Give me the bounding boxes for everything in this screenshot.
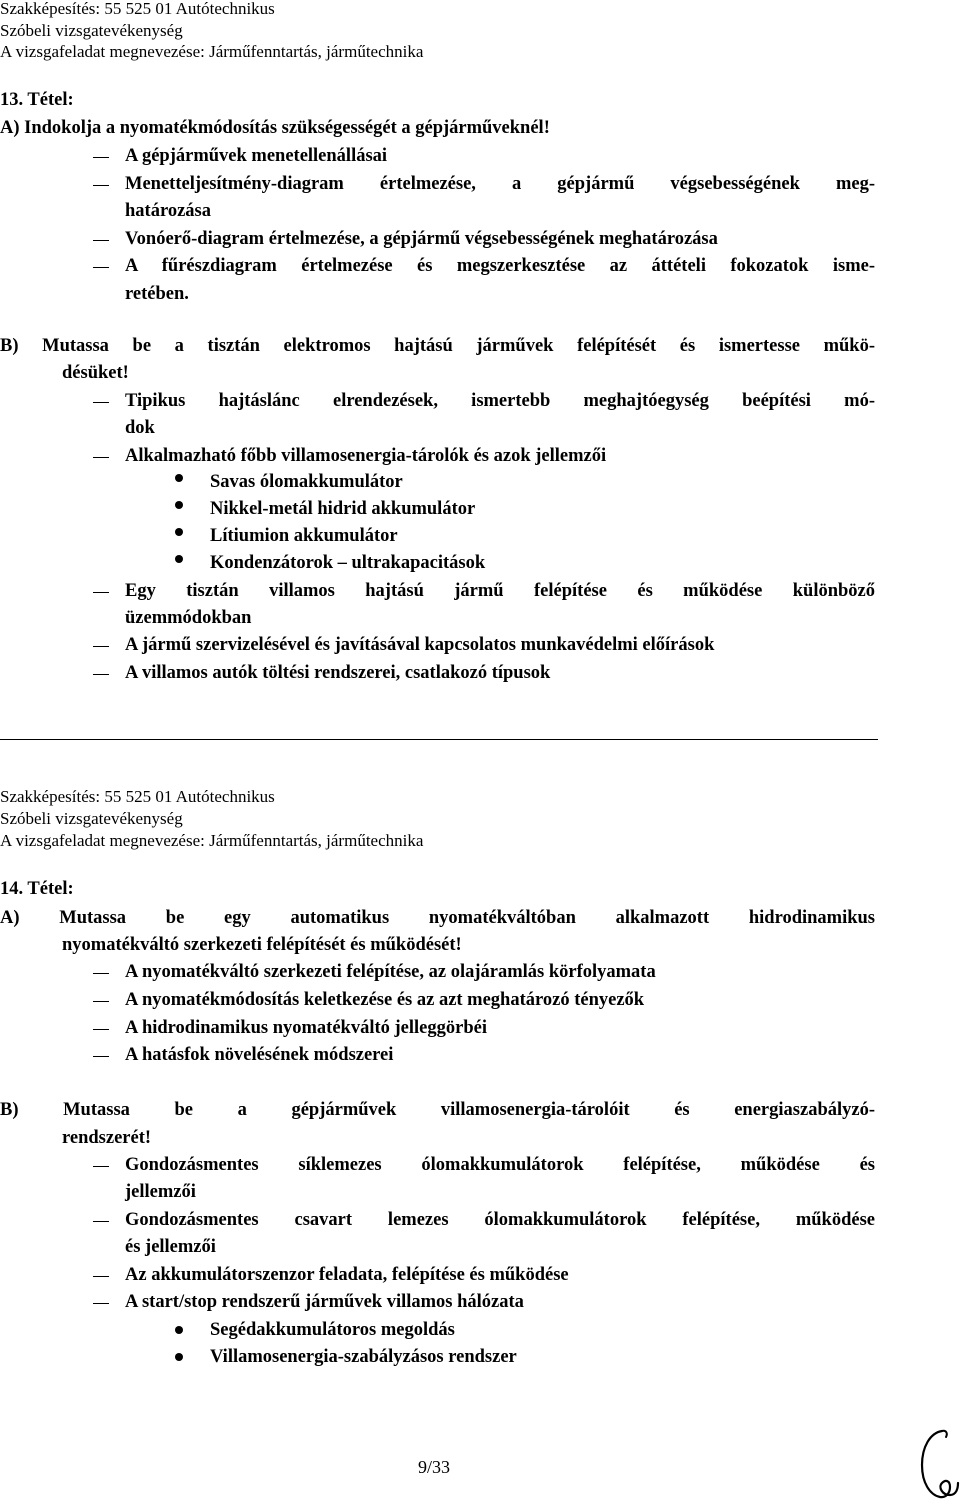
list-item-cont: jellemzői (125, 1182, 196, 1202)
list-item: Tipikus hajtáslánc elrendezések, ismertebb meghajtóegység beépítési mó- (125, 391, 875, 411)
dash-bullet (93, 1303, 109, 1304)
dash-bullet (93, 1056, 109, 1057)
dash-bullet (93, 1221, 109, 1222)
list-item-cont: és jellemzői (125, 1237, 216, 1257)
signature-icon (912, 1425, 960, 1503)
dash-bullet (93, 157, 109, 158)
topic-14-title: 14. Tétel: (0, 879, 74, 899)
dash-bullet (93, 1276, 109, 1277)
round-bullet (175, 474, 183, 482)
sub-list-item: Savas ólomakkumulátor (210, 472, 403, 492)
dash-bullet (93, 1029, 109, 1030)
sub-list-item: Nikkel-metál hidrid akkumulátor (210, 499, 476, 519)
list-item-cont: dok (125, 418, 155, 438)
sub-list-item: Segédakkumulátoros megoldás (210, 1320, 455, 1340)
dash-bullet (93, 402, 109, 403)
header-exam-type: Szóbeli vizsgatevékenység (0, 809, 183, 828)
round-bullet (175, 1326, 183, 1334)
sub-list-item: Villamosenergia-szabályzásos rendszer (210, 1347, 517, 1367)
list-item-cont: retében. (125, 284, 189, 304)
list-item: Gondozásmentes csavart lemezes ólomakkumulátorok felépítése, működése (125, 1210, 875, 1230)
topic-14-b-title-cont: rendszerét! (62, 1128, 152, 1148)
sub-list-item: Kondenzátorok – ultrakapacitások (210, 553, 486, 573)
list-item: A nyomatékmódosítás keletkezése és az azt meghatározó tényezők (125, 990, 645, 1010)
header-exam-type: Szóbeli vizsgatevékenység (0, 21, 183, 40)
dash-bullet (93, 592, 109, 593)
round-bullet (175, 1353, 183, 1361)
list-item: Vonóerő-diagram értelmezése, a gépjármű végsebességének meghatározása (125, 229, 718, 249)
list-item: A hidrodinamikus nyomatékváltó jelleggörbéi (125, 1018, 487, 1038)
list-item: A fűrészdiagram értelmezése és megszerkesztése az áttételi fokozatok isme- (125, 256, 875, 276)
list-item: A start/stop rendszerű járművek villamos hálózata (125, 1292, 524, 1312)
dash-bullet (93, 457, 109, 458)
list-item: A nyomatékváltó szerkezeti felépítése, az olajáramlás körfolyamata (125, 962, 656, 982)
dash-bullet (93, 240, 109, 241)
list-item: A villamos autók töltési rendszerei, csatlakozó típusok (125, 663, 551, 683)
list-item: A hatásfok növelésének módszerei (125, 1045, 394, 1065)
list-item: A gépjárművek menetellenállásai (125, 146, 388, 166)
section-divider (0, 739, 878, 740)
topic-14-a-title: A) Mutassa be egy automatikus nyomatékváltóban alkalmazott hidrodinamikus (0, 908, 875, 928)
list-item: Gondozásmentes síklemezes ólomakkumulátorok felépítése, működése és (125, 1155, 875, 1175)
topic-14-b-title: B) Mutassa be a gépjárművek villamosenergia-tárolóit és energiaszabályzó- (0, 1100, 875, 1120)
dash-bullet (93, 1001, 109, 1002)
dash-bullet (93, 267, 109, 268)
list-item: Az akkumulátorszenzor feladata, felépítése és működése (125, 1265, 569, 1285)
dash-bullet (93, 185, 109, 186)
header-qualification: Szakképesítés: 55 525 01 Autótechnikus (0, 0, 275, 18)
round-bullet (175, 501, 183, 509)
page-number: 9/33 (418, 1457, 451, 1477)
topic-13-b-title: B) Mutassa be a tisztán elektromos hajtású járművek felépítését és ismertesse műkö- (0, 336, 875, 356)
dash-bullet (93, 646, 109, 647)
list-item: A jármű szervizelésével és javításával kapcsolatos munkavédelmi előírások (125, 635, 715, 655)
topic-13-title: 13. Tétel: (0, 90, 74, 110)
topic-13-b-title-cont: désüket! (62, 363, 129, 383)
list-item-cont: határozása (125, 201, 211, 221)
round-bullet (175, 528, 183, 536)
topic-14-a-title-cont: nyomatékváltó szerkezeti felépítését és működését! (62, 935, 462, 955)
dash-bullet (93, 674, 109, 675)
dash-bullet (93, 1166, 109, 1167)
list-item-cont: üzemmódokban (125, 608, 252, 628)
list-item: Menetteljesítmény-diagram értelmezése, a gépjármű végsebességének meg- (125, 174, 875, 194)
header-task-name: A vizsgafeladat megnevezése: Járműfenntartás, járműtechnika (0, 831, 424, 850)
sub-list-item: Lítiumion akkumulátor (210, 526, 398, 546)
list-item: Alkalmazható főbb villamosenergia-tárolók és azok jellemzői (125, 446, 607, 466)
dash-bullet (93, 973, 109, 974)
header-task-name: A vizsgafeladat megnevezése: Járműfenntartás, járműtechnika (0, 42, 424, 61)
topic-13-a-title: A) Indokolja a nyomatékmódosítás szükségességét a gépjárműveknél! (0, 118, 550, 138)
header-qualification: Szakképesítés: 55 525 01 Autótechnikus (0, 787, 275, 806)
round-bullet (175, 555, 183, 563)
list-item: Egy tisztán villamos hajtású jármű felépítése és működése különböző (125, 581, 875, 601)
